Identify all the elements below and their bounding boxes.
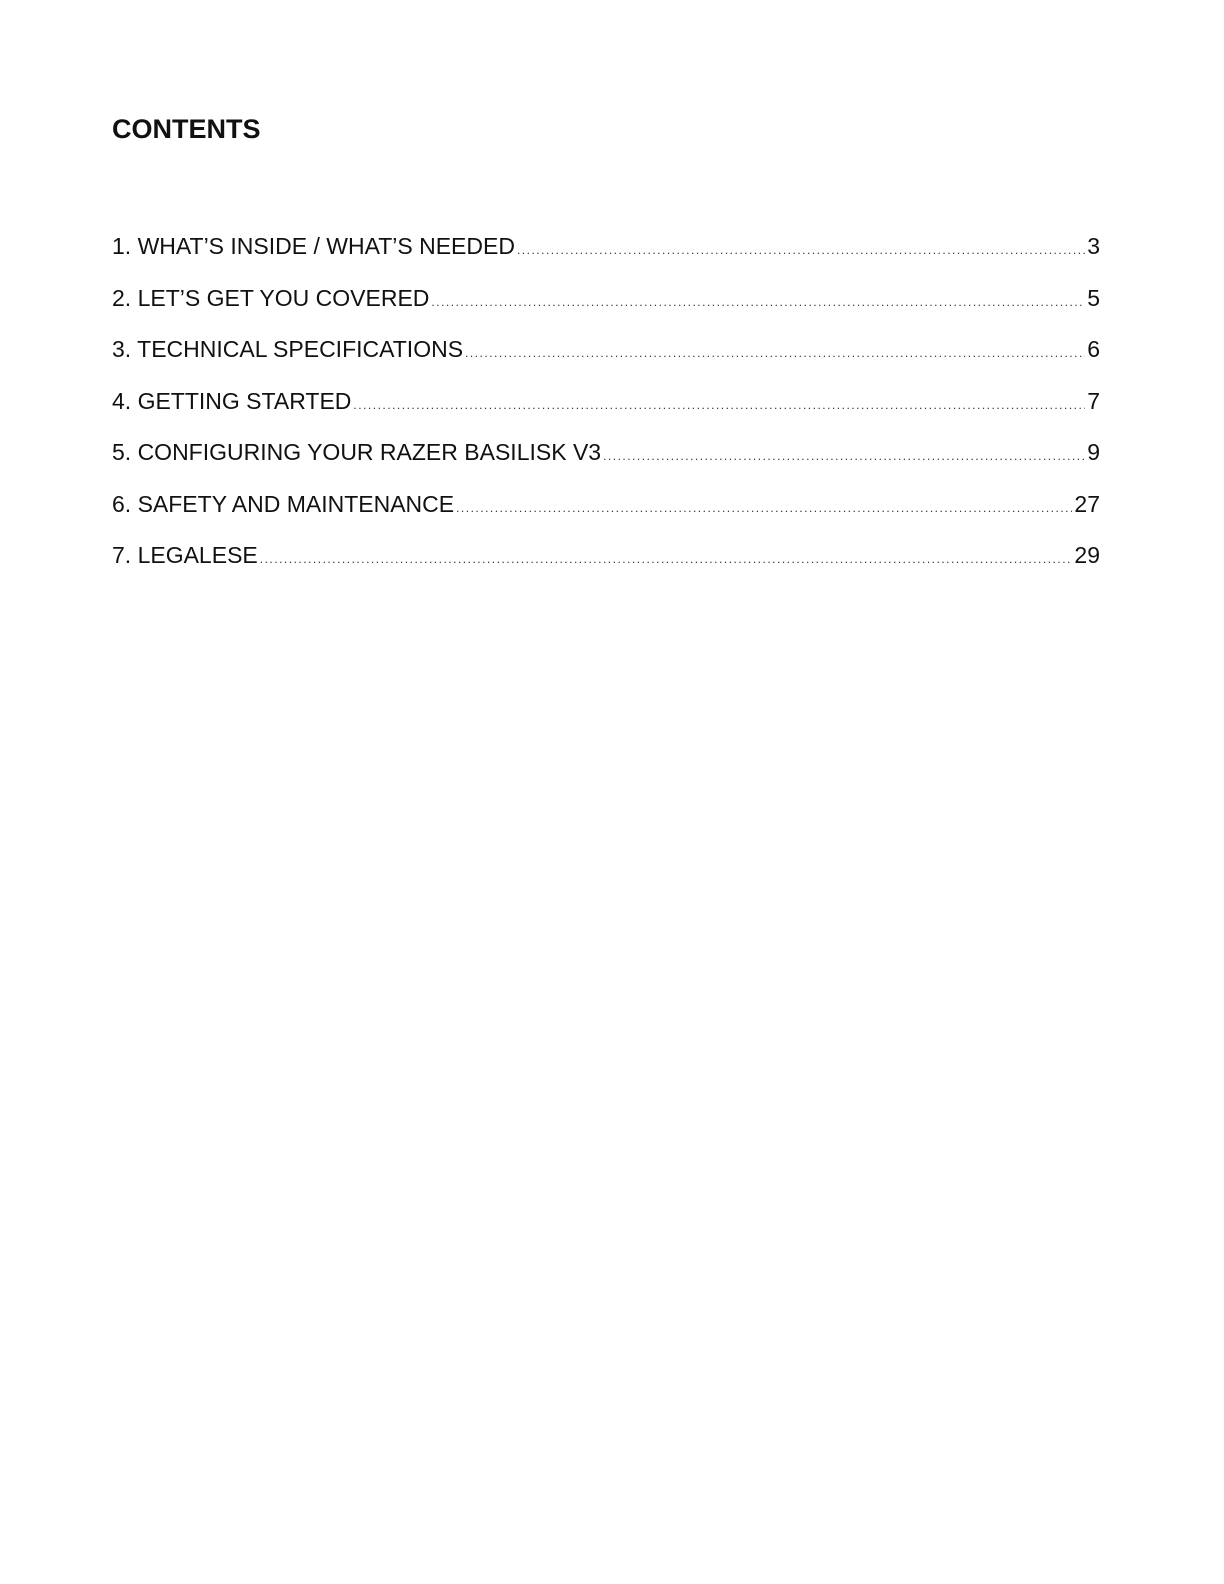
toc-entry-label: 2. LET’S GET YOU COVERED	[112, 284, 430, 311]
toc-entry-page-number: 6	[1087, 336, 1100, 362]
table-of-contents	[112, 230, 1100, 591]
toc-entry-page-number: 29	[1074, 542, 1100, 568]
toc-entry-technical-specifications[interactable]	[112, 333, 1100, 385]
dot-leader	[603, 440, 1085, 472]
toc-entry-lets-get-you-covered[interactable]	[112, 282, 1100, 334]
toc-entry-page-number: 5	[1087, 284, 1100, 311]
toc-entry-getting-started[interactable]	[112, 385, 1100, 437]
dot-leader	[517, 234, 1085, 266]
toc-entry-label: 1. WHAT’S INSIDE / WHAT’S NEEDED	[112, 233, 515, 259]
toc-entry-label: 5. CONFIGURING YOUR RAZER BASILISK V3	[112, 439, 602, 465]
toc-entry-legalese[interactable]	[112, 539, 1100, 591]
toc-entry-page-number: 9	[1087, 439, 1100, 465]
toc-entry-label: 4. GETTING STARTED	[112, 387, 352, 414]
toc-entry-label: 6. SAFETY AND MAINTENANCE	[112, 490, 455, 517]
toc-entry-configuring[interactable]	[112, 436, 1100, 488]
dot-leader	[260, 543, 1073, 575]
dot-leader	[431, 286, 1085, 318]
dot-leader	[353, 389, 1085, 421]
toc-entry-page-number: 7	[1087, 387, 1100, 414]
toc-entry-page-number: 3	[1087, 233, 1100, 259]
page-title: CONTENTS	[112, 114, 261, 144]
toc-entry-whats-inside[interactable]	[112, 230, 1100, 282]
toc-entry-label: 3. TECHNICAL SPECIFICATIONS	[112, 336, 464, 362]
toc-entry-page-number: 27	[1074, 490, 1100, 517]
toc-entry-safety-and-maintenance[interactable]	[112, 488, 1100, 540]
dot-leader	[465, 337, 1085, 369]
dot-leader	[456, 492, 1072, 524]
toc-entry-label: 7. LEGALESE	[112, 542, 258, 568]
